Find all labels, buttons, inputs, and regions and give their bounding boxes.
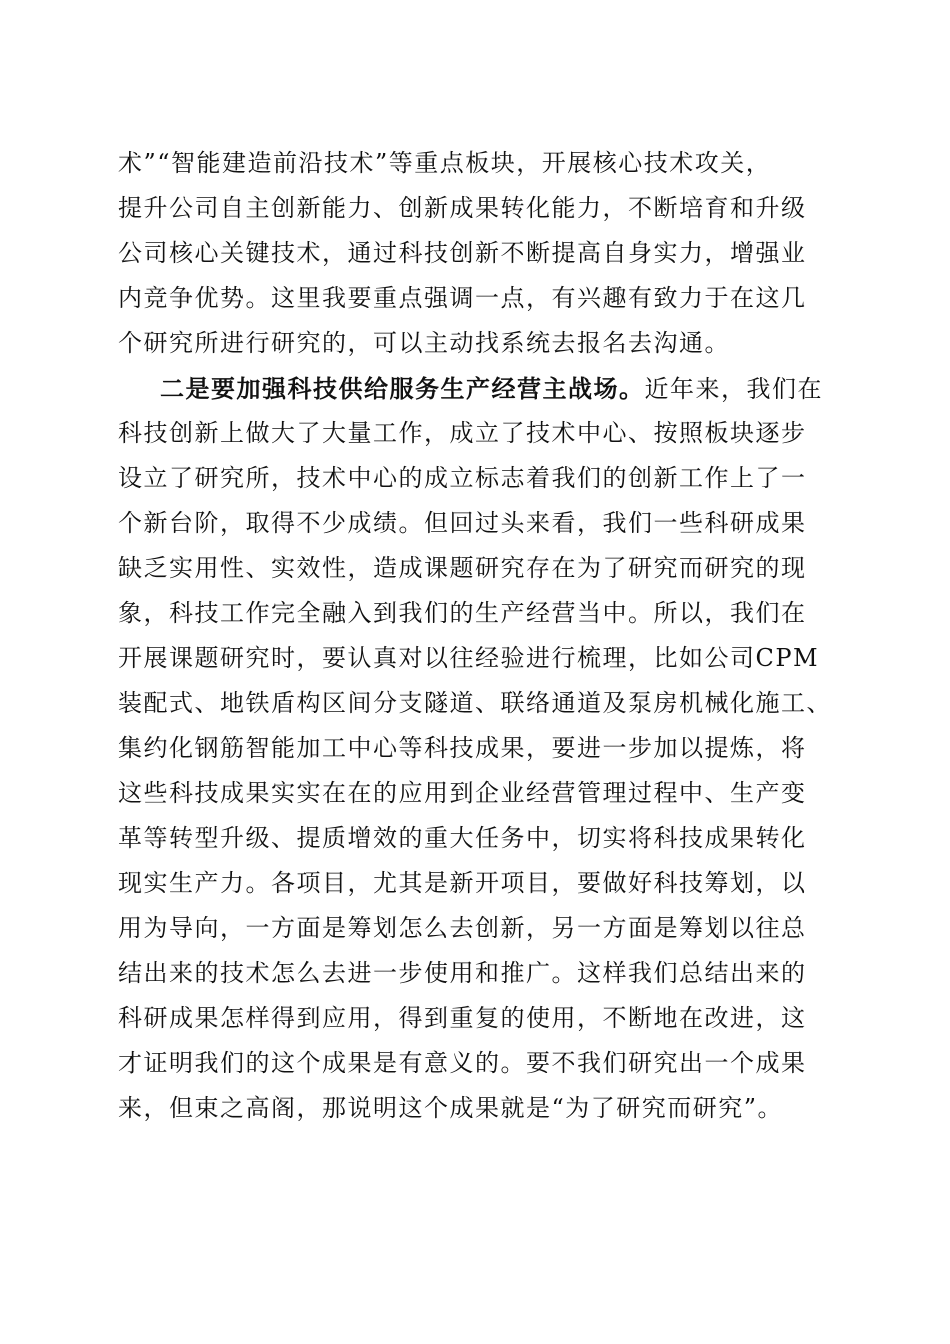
paragraph-line: 来，但束之高阁，那说明这个成果就是“为了研究而研究”。: [118, 1094, 784, 1122]
paragraph-1: [118, 141, 838, 366]
paragraph-line: 这些科技成果实实在在的应用到企业经营管理过程中、生产变: [118, 779, 807, 807]
paragraph-line: 科研成果怎样得到应用，得到重复的使用，不断地在改进，这: [118, 1004, 807, 1032]
paragraph-line: 用为导向，一方面是筹划怎么去创新，另一方面是筹划以往总: [118, 914, 807, 942]
paragraph-line: 提升公司自主创新能力、创新成果转化能力，不断培育和升级: [118, 194, 807, 222]
paragraph-line: 集约化钢筋智能加工中心等科技成果，要进一步加以提炼，将: [118, 734, 807, 762]
paragraph-line: 个新台阶，取得不少成绩。但回过头来看，我们一些科研成果: [118, 509, 807, 537]
paragraph-line: 设立了研究所，技术中心的成立标志着我们的创新工作上了一: [118, 464, 807, 492]
paragraph-heading-rest: 近年来，我们在: [644, 375, 823, 403]
paragraph-line: 象，科技工作完全融入到我们的生产经营当中。所以，我们在: [118, 599, 807, 627]
paragraph-line: 装配式、地铁盾构区间分支隧道、联络通道及泵房机械化施工、: [118, 689, 832, 717]
paragraph-line: 开展课题研究时，要认真对以往经验进行梳理，比如公司CPM: [118, 644, 820, 672]
paragraph-line: 个研究所进行研究的，可以主动找系统去报名去沟通。: [118, 329, 730, 357]
paragraph-line: 现实生产力。各项目，尤其是新开项目，要做好科技筹划，以: [118, 869, 807, 897]
paragraph-heading: 二是要加强科技供给服务生产经营主战场。: [160, 374, 645, 403]
paragraph-line: 结出来的技术怎么去进一步使用和推广。这样我们总结出来的: [118, 959, 807, 987]
paragraph-line: 内竞争优势。这里我要重点强调一点，有兴趣有致力于在这几: [118, 284, 807, 312]
paragraph-line: 才证明我们的这个成果是有意义的。要不我们研究出一个成果: [118, 1049, 807, 1077]
paragraph-line: 缺乏实用性、实效性，造成课题研究存在为了研究而研究的现: [118, 554, 807, 582]
paragraph-first-line: [118, 366, 838, 411]
paragraph-line: 革等转型升级、提质增效的重大任务中，切实将科技成果转化: [118, 824, 807, 852]
document-body: [118, 141, 838, 1131]
paragraph-line: 公司核心关键技术，通过科技创新不断提高自身实力，增强业: [118, 239, 807, 267]
paragraph-line: 科技创新上做大了大量工作，成立了技术中心、按照板块逐步: [118, 419, 807, 447]
paragraph-line: 术”“智能建造前沿技术”等重点板块，开展核心技术攻关，: [118, 149, 772, 177]
paragraph-2: [118, 366, 838, 1131]
